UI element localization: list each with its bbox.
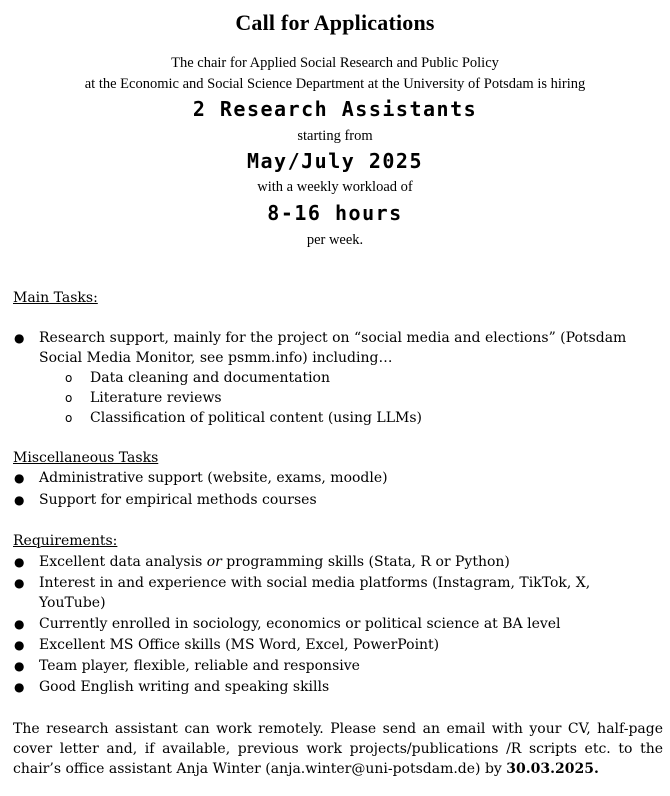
sub-task-item: Literature reviews [90,390,222,406]
closing-paragraph [13,719,663,779]
sub-task-item: Data cleaning and documentation [90,370,330,386]
workload-label: with a weekly workload of [257,179,413,195]
start-date: May/July 2025 [246,149,424,173]
starting-label: starting from [297,128,373,144]
requirement-item-line-1: Interest in and experience with social media platforms (Instagram, TikTok, X, [39,575,591,591]
bullet-icon: ● [14,331,25,345]
bullet-icon: ● [14,680,25,694]
main-task-line-1: Research support, mainly for the project on “social media and elections” (Potsdam [39,330,627,346]
sub-bullet-icon: o [65,391,73,405]
position-title: 2 Research Assistants [192,97,478,121]
requirement-text: Excellent data analysis [39,554,207,570]
workload-hours: 8-16 hours [267,201,403,225]
sub-bullet-icon: o [65,371,73,385]
application-deadline: 30.03.2025. [506,761,599,777]
requirement-item: Team player, flexible, reliable and responsive [39,658,360,674]
bullet-icon: ● [14,638,25,652]
misc-task-item: Support for empirical methods courses [39,492,317,508]
bullet-icon: ● [14,471,25,485]
bullet-icon: ● [14,493,25,507]
requirement-text: programming skills (Stata, R or Python) [221,554,510,570]
page-title: Call for Applications [235,10,435,35]
intro-line-2: at the Economic and Social Science Department at the University of Potsdam is hiring [84,76,586,92]
closing-text: The research assistant can work remotely. Please send an email with your CV, half-page cover letter and, if available, previous work projects/publications /R scripts etc. to the chair’s office assistant Anja Winter (anja.winter@uni-potsdam.de) by [13,721,663,777]
requirement-item: Excellent MS Office skills (MS Word, Excel, PowerPoint) [39,637,440,653]
misc-task-item: Administrative support (website, exams, moodle) [39,470,388,486]
requirement-emphasis: or [206,554,222,570]
misc-tasks-heading: Miscellaneous Tasks [13,450,159,466]
requirement-item-line-2: YouTube) [39,595,106,611]
sub-bullet-icon: o [65,411,73,425]
bullet-icon: ● [14,576,25,590]
main-tasks-heading: Main Tasks: [13,290,98,306]
main-task-line-2: Social Media Monitor, see psmm.info) including… [39,350,393,366]
requirements-heading: Requirements: [13,533,118,549]
intro-line-1: The chair for Applied Social Research and Public Policy [171,55,499,71]
sub-task-item: Classification of political content (using LLMs) [90,410,422,426]
bullet-icon: ● [14,659,25,673]
bullet-icon: ● [14,617,25,631]
requirement-item [39,552,510,572]
bullet-icon: ● [14,555,25,569]
requirement-item: Good English writing and speaking skills [39,679,330,695]
per-week-label: per week. [306,232,364,248]
requirement-item: Currently enrolled in sociology, economics or political science at BA level [39,616,561,632]
